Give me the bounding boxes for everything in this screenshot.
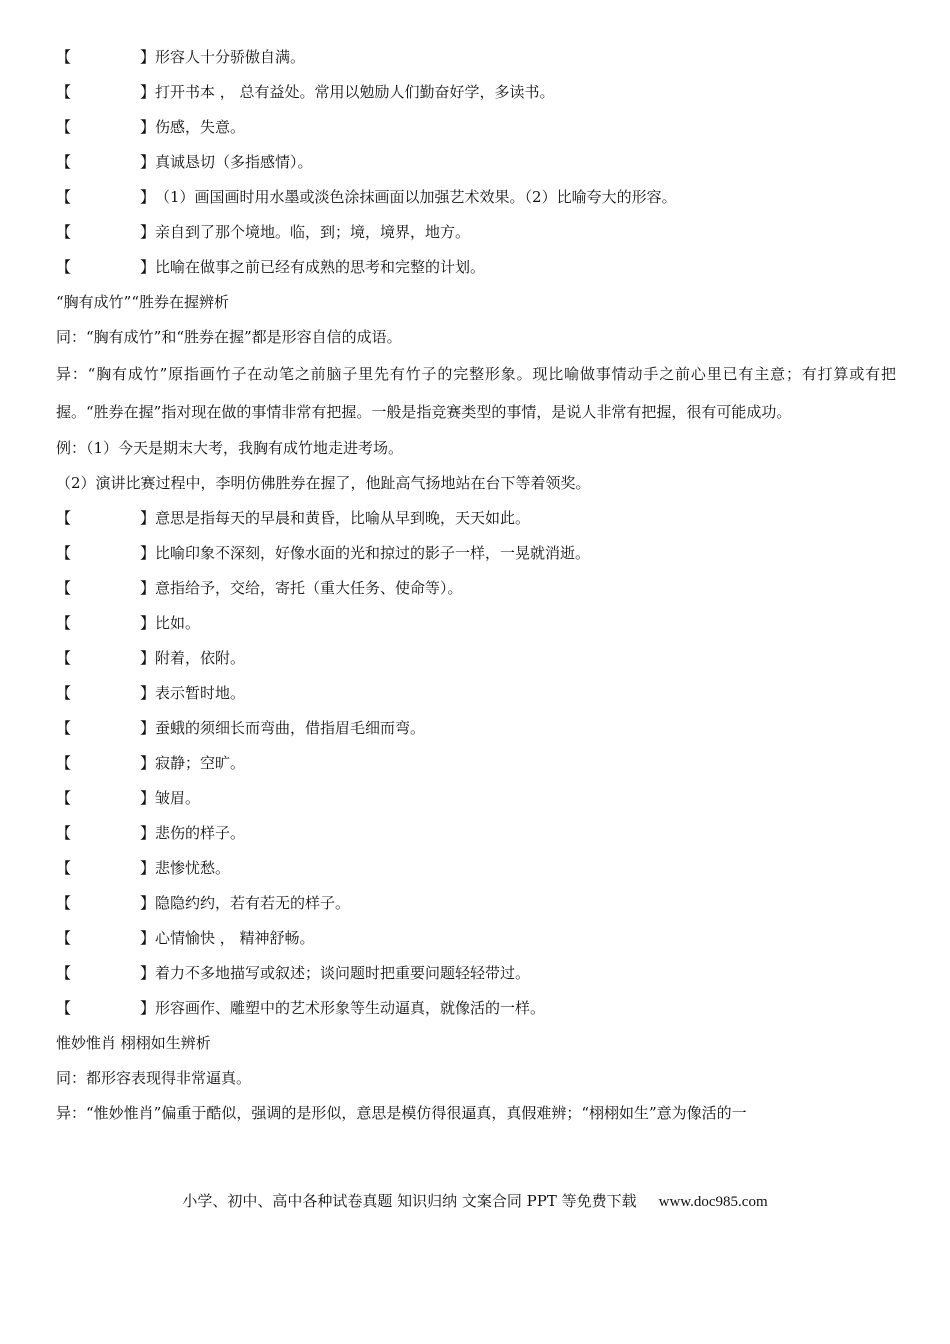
answer-blank-open-bracket: 【: [56, 894, 72, 912]
page-footer: [0, 1190, 950, 1211]
answer-blank-close-bracket: 】: [140, 754, 156, 772]
definition-text: 蚕蛾的须细长而弯曲，借指眉毛细而弯。: [155, 719, 426, 737]
answer-blank-open-bracket: 【: [56, 188, 72, 206]
answer-blank-close-bracket: 】: [140, 509, 156, 527]
definition-item: [56, 215, 896, 250]
answer-blank-close-bracket: 】: [140, 789, 156, 807]
answer-blank-open-bracket: 【: [56, 754, 72, 772]
definition-text: 形容画作、雕塑中的艺术形象等生动逼真，就像活的一样。: [155, 999, 546, 1017]
definition-text: 皱眉。: [155, 789, 201, 807]
answer-blank-close-bracket: 】: [140, 223, 156, 241]
answer-blank-close-bracket: 】: [140, 684, 156, 702]
analysis-same-2: 同：都形容表现得非常逼真。: [56, 1069, 252, 1087]
definition-text: 心情愉快 ， 精神舒畅。: [155, 929, 315, 947]
definition-text: 真诚恳切（多指感情）。: [155, 153, 313, 171]
definition-text: 悲伤的样子。: [155, 824, 246, 842]
definition-item: [56, 110, 896, 145]
answer-blank-close-bracket: 】: [140, 859, 156, 877]
answer-blank-close-bracket: 】: [140, 188, 156, 206]
answer-blank-close-bracket: 】: [140, 579, 156, 597]
definition-text: 形容人十分骄傲自满。: [155, 48, 306, 66]
definition-item: [56, 921, 896, 956]
analysis-difference-2: 异：“惟妙惟肖”偏重于酷似，强调的是形似，意思是模仿得很逼真，真假难辨；“栩栩如生”意为像活的一: [56, 1104, 747, 1122]
definition-text: 悲惨忧愁。: [155, 859, 231, 877]
answer-blank-open-bracket: 【: [56, 614, 72, 632]
answer-blank-open-bracket: 【: [56, 789, 72, 807]
example-2: （2）演讲比赛过程中，李明仿佛胜券在握了，他趾高气扬地站在台下等着领奖。: [56, 474, 591, 492]
footer-text: 小学、初中、高中各种试卷真题 知识归纳 文案合同 PPT 等免费下载: [182, 1192, 637, 1210]
definition-text: 打开书本 ， 总有益处。常用以勉励人们勤奋好学，多读书。: [155, 83, 555, 101]
answer-blank-close-bracket: 】: [140, 964, 156, 982]
definition-text: 着力不多地描写或叙述；谈问题时把重要问题轻轻带过。: [155, 964, 531, 982]
answer-blank-open-bracket: 【: [56, 999, 72, 1017]
definition-item: [56, 711, 896, 746]
definition-text: 伤感，失意。: [155, 118, 246, 136]
definition-item: [56, 571, 896, 606]
analysis-title-2: 惟妙惟肖 栩栩如生辨析: [56, 1034, 211, 1052]
document-page: [56, 40, 896, 1131]
answer-blank-open-bracket: 【: [56, 859, 72, 877]
answer-blank-open-bracket: 【: [56, 929, 72, 947]
definition-item: [56, 991, 896, 1026]
answer-blank-close-bracket: 】: [140, 83, 156, 101]
definition-item: [56, 816, 896, 851]
definition-text: 意指给予，交给，寄托（重大任务、使命等）。: [155, 579, 463, 597]
definition-text: 隐隐约约，若有若无的样子。: [155, 894, 351, 912]
definition-item: [56, 250, 896, 285]
definition-text: 表示暂时地。: [155, 684, 246, 702]
definition-item: [56, 746, 896, 781]
answer-blank-open-bracket: 【: [56, 223, 72, 241]
example-1: 例：（1）今天是期末大考，我胸有成竹地走进考场。: [56, 439, 404, 457]
definition-item: [56, 536, 896, 571]
definition-text: 附着，依附。: [155, 649, 246, 667]
definition-text: 比喻在做事之前已经有成熟的思考和完整的计划。: [155, 258, 486, 276]
answer-blank-open-bracket: 【: [56, 544, 72, 562]
definition-list-2: [56, 501, 896, 1026]
answer-blank-open-bracket: 【: [56, 719, 72, 737]
definition-text: 意思是指每天的早晨和黄昏，比喻从早到晚，天天如此。: [155, 509, 531, 527]
answer-blank-close-bracket: 】: [140, 258, 156, 276]
definition-item: [56, 40, 896, 75]
answer-blank-open-bracket: 【: [56, 153, 72, 171]
definition-item: [56, 676, 896, 711]
answer-blank-close-bracket: 】: [140, 614, 156, 632]
definition-item: [56, 851, 896, 886]
answer-blank-open-bracket: 【: [56, 509, 72, 527]
definition-text: 比喻印象不深刻，好像水面的光和掠过的影子一样，一晃就消逝。: [155, 544, 591, 562]
answer-blank-close-bracket: 】: [140, 824, 156, 842]
answer-blank-open-bracket: 【: [56, 118, 72, 136]
definition-item: [56, 781, 896, 816]
definition-list-1: [56, 40, 896, 285]
answer-blank-open-bracket: 【: [56, 649, 72, 667]
answer-blank-close-bracket: 】: [140, 118, 156, 136]
definition-item: [56, 956, 896, 991]
answer-blank-open-bracket: 【: [56, 964, 72, 982]
answer-blank-open-bracket: 【: [56, 258, 72, 276]
answer-blank-close-bracket: 】: [140, 894, 156, 912]
answer-blank-open-bracket: 【: [56, 83, 72, 101]
answer-blank-close-bracket: 】: [140, 544, 156, 562]
answer-blank-close-bracket: 】: [140, 48, 156, 66]
answer-blank-close-bracket: 】: [140, 929, 156, 947]
answer-blank-open-bracket: 【: [56, 48, 72, 66]
definition-item: [56, 75, 896, 110]
analysis-same: 同：“胸有成竹”和“胜券在握”都是形容自信的成语。: [56, 328, 402, 346]
answer-blank-open-bracket: 【: [56, 579, 72, 597]
answer-blank-close-bracket: 】: [140, 153, 156, 171]
definition-item: [56, 886, 896, 921]
definition-item: [56, 606, 896, 641]
analysis-difference: 异：“胸有成竹”原指画竹子在动笔之前脑子里先有竹子的完整形象。现比喻做事情动手之前心里已有主意；有打算或有把握。“胜券在握”指对现在做的事情非常有把握。一般是指竞赛类型的事情，是说人非常有把握，很有可能成功。: [56, 365, 896, 421]
definition-text: （1）画国画时用水墨或淡色涂抹画面以加强艺术效果。（2）比喻夸大的形容。: [155, 188, 677, 206]
definition-item: [56, 145, 896, 180]
answer-blank-open-bracket: 【: [56, 824, 72, 842]
analysis-title: “胸有成竹”“胜券在握辨析: [56, 293, 230, 311]
definition-item: [56, 641, 896, 676]
definition-item: [56, 501, 896, 536]
answer-blank-open-bracket: 【: [56, 684, 72, 702]
footer-url[interactable]: www.doc985.com: [658, 1194, 768, 1210]
definition-item: [56, 180, 896, 215]
answer-blank-close-bracket: 】: [140, 719, 156, 737]
definition-text: 寂静；空旷。: [155, 754, 246, 772]
definition-text: 亲自到了那个境地。临，到；境，境界，地方。: [155, 223, 471, 241]
answer-blank-close-bracket: 】: [140, 999, 156, 1017]
answer-blank-close-bracket: 】: [140, 649, 156, 667]
definition-text: 比如。: [155, 614, 201, 632]
